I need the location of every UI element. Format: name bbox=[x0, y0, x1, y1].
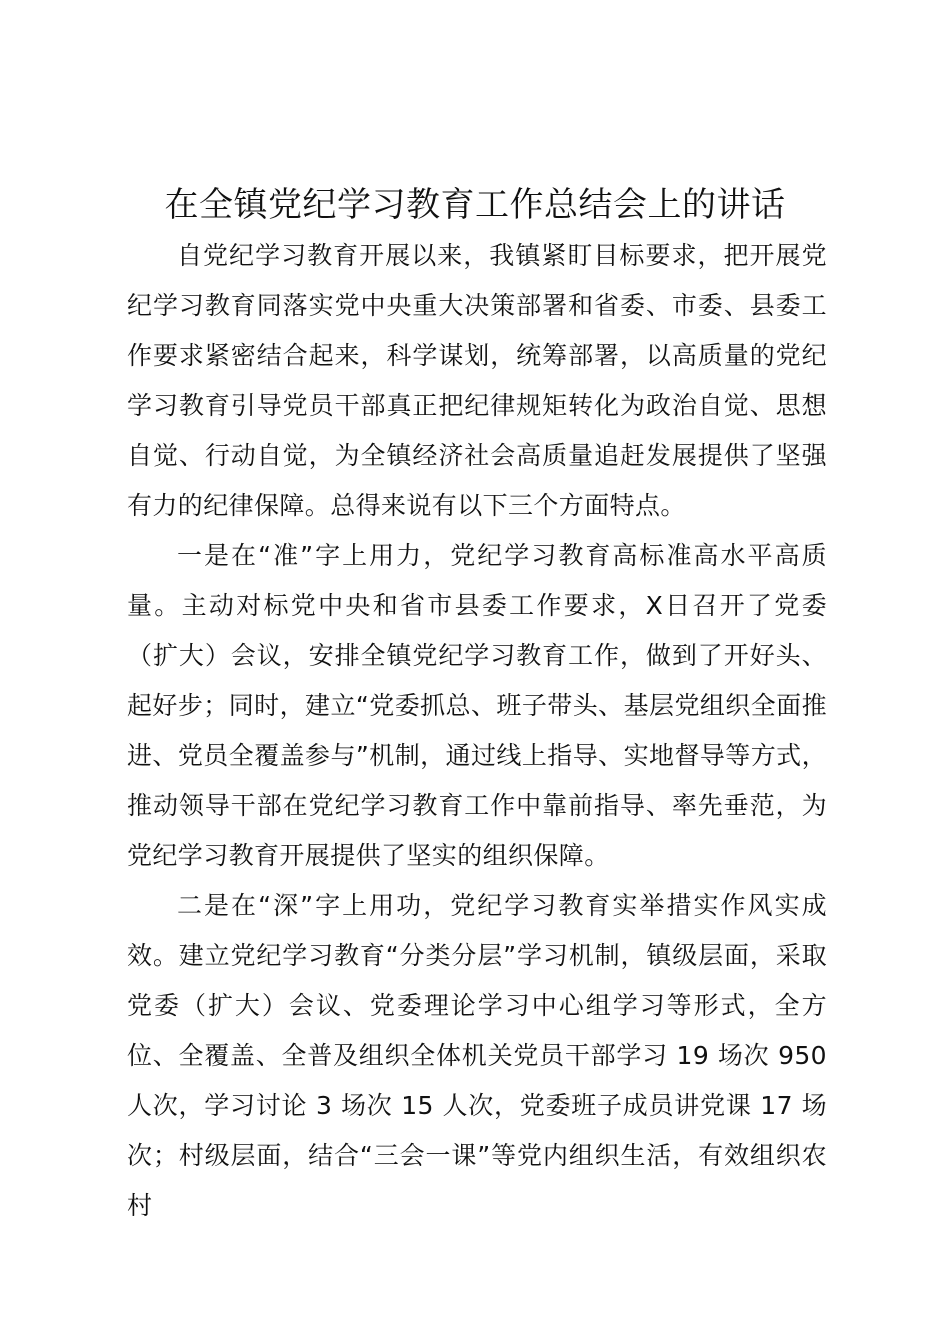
paragraph-intro: 自党纪学习教育开展以来，我镇紧盯目标要求，把开展党纪学习教育同落实党中央重大决策部署和省委、市委、县委工作要求紧密结合起来，科学谋划，统筹部署，以高质量的党纪学习教育引导党员干部真正把纪律规矩转化为政治自觉、思想自觉、行动自觉，为全镇经济社会高质量追赶发展提供了坚强有力的纪律保障。总得来说有以下三个方面特点。 bbox=[127, 241, 827, 520]
paragraph-point-two: 二是在“深”字上用功，党纪学习教育实举措实作风实成效。建立党纪学习教育“分类分层”学习机制，镇级层面，采取党委（扩大）会议、党委理论学习中心组学习等形式，全方位、全覆盖、全普及组织全体机关党员干部学习 19 场次 950 人次，学习讨论 3 场次 15 人次，党委班子成员讲党课 17 场次；村级层面，结合“三会一课”等党内组织生活，有效组织农村 bbox=[127, 891, 827, 1220]
paragraph-point-one: 一是在“准”字上用力，党纪学习教育高标准高水平高质量。主动对标党中央和省市县委工作要求，X日召开了党委（扩大）会议，安排全镇党纪学习教育工作，做到了开好头、起好步；同时，建立“党委抓总、班子带头、基层党组织全面推进、党员全覆盖参与”机制，通过线上指导、实地督导等方式，推动领导干部在党纪学习教育工作中靠前指导、率先垂范，为党纪学习教育开展提供了坚实的组织保障。 bbox=[127, 541, 827, 870]
document-body bbox=[127, 231, 827, 1231]
document-title: 在全镇党纪学习教育工作总结会上的讲话 bbox=[164, 185, 786, 225]
